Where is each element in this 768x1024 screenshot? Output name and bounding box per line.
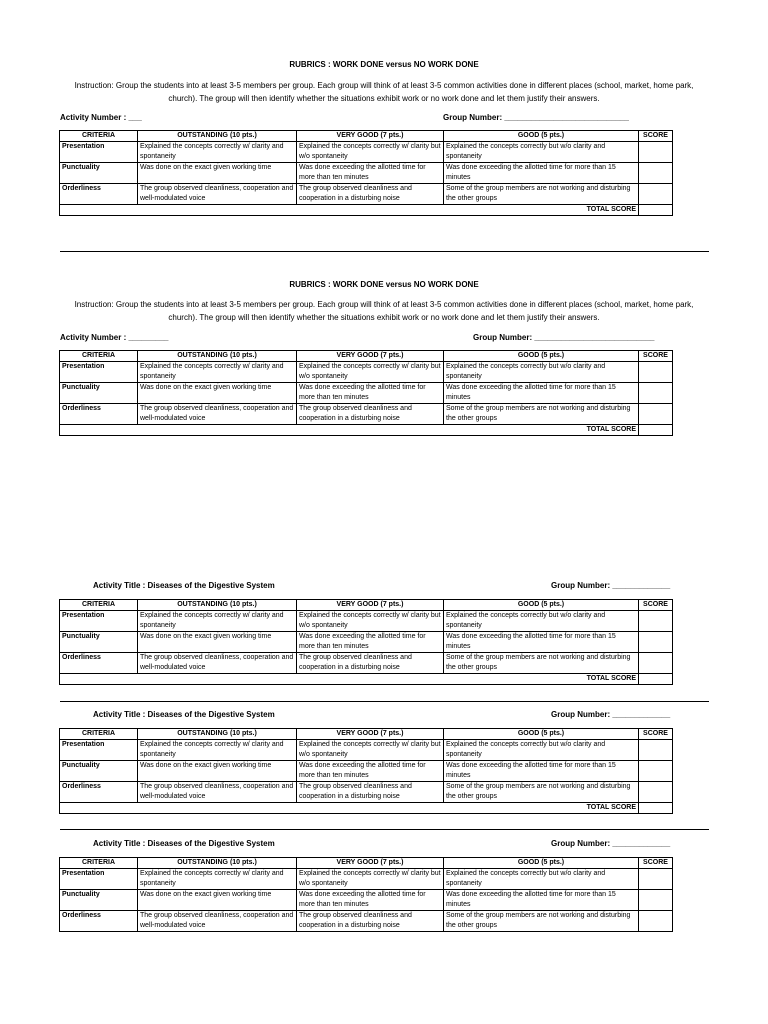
- activity-title-field: Activity Title : Diseases of the Digestive System: [93, 710, 275, 719]
- column-header: OUTSTANDING (10 pts.): [138, 131, 297, 142]
- column-header: VERY GOOD (7 pts.): [297, 600, 444, 611]
- criteria-cell: Punctuality: [60, 163, 138, 184]
- column-header: CRITERIA: [60, 351, 138, 362]
- rubric-table: [59, 857, 673, 932]
- descriptor-cell: The group observed cleanliness, cooperation and well-modulated voice: [138, 184, 297, 205]
- descriptor-cell: Was done on the exact given working time: [138, 163, 297, 184]
- column-header: GOOD (5 pts.): [444, 600, 639, 611]
- criteria-cell: Punctuality: [60, 632, 138, 653]
- descriptor-cell: Some of the group members are not working and disturbing the other groups: [444, 782, 639, 803]
- score-cell[interactable]: [639, 653, 673, 674]
- section-divider: [60, 251, 709, 252]
- instruction-text: Instruction: Group the students into at least 3-5 members per group. Each group will think of at least 3-5 common activities done in different places (school, market, home park, church). The group will then identify whether the situations exhibit work or no work done and let them justify their answers.: [74, 300, 694, 322]
- table-row: [60, 890, 673, 911]
- rubric-table: [59, 130, 673, 216]
- column-header: CRITERIA: [60, 600, 138, 611]
- column-header: SCORE: [639, 351, 673, 362]
- descriptor-cell: Explained the concepts correctly w/ clarity and spontaneity: [138, 869, 297, 890]
- section-divider: [60, 829, 709, 830]
- column-header: CRITERIA: [60, 729, 138, 740]
- score-cell[interactable]: [639, 911, 673, 932]
- total-row: [60, 803, 673, 814]
- score-cell[interactable]: [639, 362, 673, 383]
- descriptor-cell: The group observed cleanliness and cooperation in a disturbing noise: [297, 911, 444, 932]
- column-header: CRITERIA: [60, 858, 138, 869]
- table-row: [60, 761, 673, 782]
- criteria-cell: Punctuality: [60, 761, 138, 782]
- column-header: GOOD (5 pts.): [444, 729, 639, 740]
- score-cell[interactable]: [639, 142, 673, 163]
- total-score-cell[interactable]: [639, 205, 673, 216]
- descriptor-cell: Explained the concepts correctly w/ clarity but w/o spontaneity: [297, 142, 444, 163]
- criteria-cell: Orderliness: [60, 184, 138, 205]
- activity-title-field: Activity Title : Diseases of the Digestive System: [93, 581, 275, 590]
- column-header: VERY GOOD (7 pts.): [297, 131, 444, 142]
- descriptor-cell: The group observed cleanliness, cooperation and well-modulated voice: [138, 782, 297, 803]
- total-score-label: TOTAL SCORE: [60, 674, 639, 685]
- descriptor-cell: Some of the group members are not working and disturbing the other groups: [444, 184, 639, 205]
- score-cell[interactable]: [639, 404, 673, 425]
- descriptor-cell: Was done exceeding the allotted time for more than 15 minutes: [444, 383, 639, 404]
- descriptor-cell: Some of the group members are not working and disturbing the other groups: [444, 911, 639, 932]
- score-cell[interactable]: [639, 782, 673, 803]
- column-header: CRITERIA: [60, 131, 138, 142]
- descriptor-cell: Was done on the exact given working time: [138, 890, 297, 911]
- header-row: [60, 131, 673, 142]
- table-row: [60, 184, 673, 205]
- descriptor-cell: Was done on the exact given working time: [138, 761, 297, 782]
- column-header: SCORE: [639, 131, 673, 142]
- descriptor-cell: The group observed cleanliness and cooperation in a disturbing noise: [297, 653, 444, 674]
- section-divider: [60, 701, 709, 702]
- column-header: GOOD (5 pts.): [444, 131, 639, 142]
- descriptor-cell: Explained the concepts correctly w/ clarity and spontaneity: [138, 740, 297, 761]
- descriptor-cell: The group observed cleanliness, cooperation and well-modulated voice: [138, 653, 297, 674]
- score-cell[interactable]: [639, 611, 673, 632]
- table-row: [60, 869, 673, 890]
- column-header: GOOD (5 pts.): [444, 351, 639, 362]
- total-score-label: TOTAL SCORE: [60, 205, 639, 216]
- table-row: [60, 611, 673, 632]
- descriptor-cell: Explained the concepts correctly w/ clarity but w/o spontaneity: [297, 362, 444, 383]
- descriptor-cell: Was done exceeding the allotted time for more than 15 minutes: [444, 761, 639, 782]
- group-number-field: Group Number: ____________________________: [443, 113, 629, 122]
- header-row: [60, 858, 673, 869]
- descriptor-cell: The group observed cleanliness, cooperation and well-modulated voice: [138, 911, 297, 932]
- group-number-field: Group Number: _____________: [551, 581, 671, 590]
- instruction-text: Instruction: Group the students into at least 3-5 members per group. Each group will think of at least 3-5 common activities done in different places (school, market, home park, church). The group will then identify whether the situations exhibit work or no work done and let them justify their answers.: [74, 81, 694, 103]
- total-score-cell[interactable]: [639, 425, 673, 436]
- criteria-cell: Orderliness: [60, 782, 138, 803]
- descriptor-cell: Was done on the exact given working time: [138, 632, 297, 653]
- column-header: GOOD (5 pts.): [444, 858, 639, 869]
- rubric-table: [59, 350, 673, 436]
- rubric-title: RUBRICS : WORK DONE versus NO WORK DONE: [289, 60, 479, 69]
- descriptor-cell: Explained the concepts correctly w/ clarity but w/o spontaneity: [297, 869, 444, 890]
- table-row: [60, 362, 673, 383]
- descriptor-cell: Explained the concepts correctly but w/o clarity and spontaneity: [444, 362, 639, 383]
- descriptor-cell: The group observed cleanliness and cooperation in a disturbing noise: [297, 782, 444, 803]
- descriptor-cell: Explained the concepts correctly but w/o clarity and spontaneity: [444, 611, 639, 632]
- criteria-cell: Orderliness: [60, 653, 138, 674]
- total-score-cell[interactable]: [639, 803, 673, 814]
- score-cell[interactable]: [639, 740, 673, 761]
- criteria-cell: Punctuality: [60, 890, 138, 911]
- column-header: SCORE: [639, 729, 673, 740]
- rubric-title: RUBRICS : WORK DONE versus NO WORK DONE: [289, 280, 479, 289]
- column-header: OUTSTANDING (10 pts.): [138, 600, 297, 611]
- column-header: SCORE: [639, 858, 673, 869]
- total-score-label: TOTAL SCORE: [60, 803, 639, 814]
- table-row: [60, 911, 673, 932]
- table-row: [60, 632, 673, 653]
- column-header: SCORE: [639, 600, 673, 611]
- descriptor-cell: Explained the concepts correctly w/ clarity and spontaneity: [138, 362, 297, 383]
- criteria-cell: Presentation: [60, 142, 138, 163]
- table-row: [60, 404, 673, 425]
- table-row: [60, 653, 673, 674]
- activity-number-field: Activity Number : _________: [60, 333, 169, 342]
- rubric-table: [59, 728, 673, 814]
- descriptor-cell: Was done on the exact given working time: [138, 383, 297, 404]
- descriptor-cell: The group observed cleanliness and cooperation in a disturbing noise: [297, 404, 444, 425]
- descriptor-cell: Was done exceeding the allotted time for more than ten minutes: [297, 163, 444, 184]
- total-score-label: TOTAL SCORE: [60, 425, 639, 436]
- criteria-cell: Punctuality: [60, 383, 138, 404]
- score-cell[interactable]: [639, 163, 673, 184]
- column-header: VERY GOOD (7 pts.): [297, 858, 444, 869]
- score-cell[interactable]: [639, 869, 673, 890]
- descriptor-cell: Explained the concepts correctly w/ clarity but w/o spontaneity: [297, 740, 444, 761]
- criteria-cell: Orderliness: [60, 911, 138, 932]
- descriptor-cell: Was done exceeding the allotted time for more than 15 minutes: [444, 632, 639, 653]
- table-row: [60, 383, 673, 404]
- table-row: [60, 782, 673, 803]
- score-cell[interactable]: [639, 890, 673, 911]
- descriptor-cell: Was done exceeding the allotted time for more than ten minutes: [297, 632, 444, 653]
- group-number-field: Group Number: _____________: [551, 710, 671, 719]
- column-header: VERY GOOD (7 pts.): [297, 729, 444, 740]
- descriptor-cell: Was done exceeding the allotted time for more than ten minutes: [297, 383, 444, 404]
- column-header: OUTSTANDING (10 pts.): [138, 858, 297, 869]
- descriptor-cell: Some of the group members are not working and disturbing the other groups: [444, 404, 639, 425]
- descriptor-cell: Was done exceeding the allotted time for more than ten minutes: [297, 761, 444, 782]
- group-number-field: Group Number: ___________________________: [473, 333, 655, 342]
- total-row: [60, 205, 673, 216]
- column-header: OUTSTANDING (10 pts.): [138, 729, 297, 740]
- score-cell[interactable]: [639, 383, 673, 404]
- score-cell[interactable]: [639, 184, 673, 205]
- descriptor-cell: Explained the concepts correctly but w/o clarity and spontaneity: [444, 869, 639, 890]
- descriptor-cell: Explained the concepts correctly w/ clarity but w/o spontaneity: [297, 611, 444, 632]
- score-cell[interactable]: [639, 632, 673, 653]
- total-row: [60, 674, 673, 685]
- criteria-cell: Presentation: [60, 611, 138, 632]
- score-cell[interactable]: [639, 761, 673, 782]
- activity-number-field: Activity Number : ___: [60, 113, 142, 122]
- criteria-cell: Presentation: [60, 869, 138, 890]
- total-row: [60, 425, 673, 436]
- header-row: [60, 600, 673, 611]
- column-header: OUTSTANDING (10 pts.): [138, 351, 297, 362]
- descriptor-cell: Explained the concepts correctly w/ clarity and spontaneity: [138, 142, 297, 163]
- criteria-cell: Presentation: [60, 740, 138, 761]
- table-row: [60, 163, 673, 184]
- descriptor-cell: Some of the group members are not working and disturbing the other groups: [444, 653, 639, 674]
- header-row: [60, 729, 673, 740]
- total-score-cell[interactable]: [639, 674, 673, 685]
- criteria-cell: Presentation: [60, 362, 138, 383]
- descriptor-cell: Was done exceeding the allotted time for more than 15 minutes: [444, 163, 639, 184]
- descriptor-cell: Was done exceeding the allotted time for more than 15 minutes: [444, 890, 639, 911]
- header-row: [60, 351, 673, 362]
- criteria-cell: Orderliness: [60, 404, 138, 425]
- activity-title-field: Activity Title : Diseases of the Digestive System: [93, 839, 275, 848]
- group-number-field: Group Number: _____________: [551, 839, 671, 848]
- table-row: [60, 142, 673, 163]
- descriptor-cell: Explained the concepts correctly but w/o clarity and spontaneity: [444, 740, 639, 761]
- column-header: VERY GOOD (7 pts.): [297, 351, 444, 362]
- descriptor-cell: Explained the concepts correctly but w/o clarity and spontaneity: [444, 142, 639, 163]
- rubric-table: [59, 599, 673, 685]
- descriptor-cell: The group observed cleanliness, cooperation and well-modulated voice: [138, 404, 297, 425]
- table-row: [60, 740, 673, 761]
- descriptor-cell: Was done exceeding the allotted time for more than ten minutes: [297, 890, 444, 911]
- descriptor-cell: Explained the concepts correctly w/ clarity and spontaneity: [138, 611, 297, 632]
- descriptor-cell: The group observed cleanliness and cooperation in a disturbing noise: [297, 184, 444, 205]
